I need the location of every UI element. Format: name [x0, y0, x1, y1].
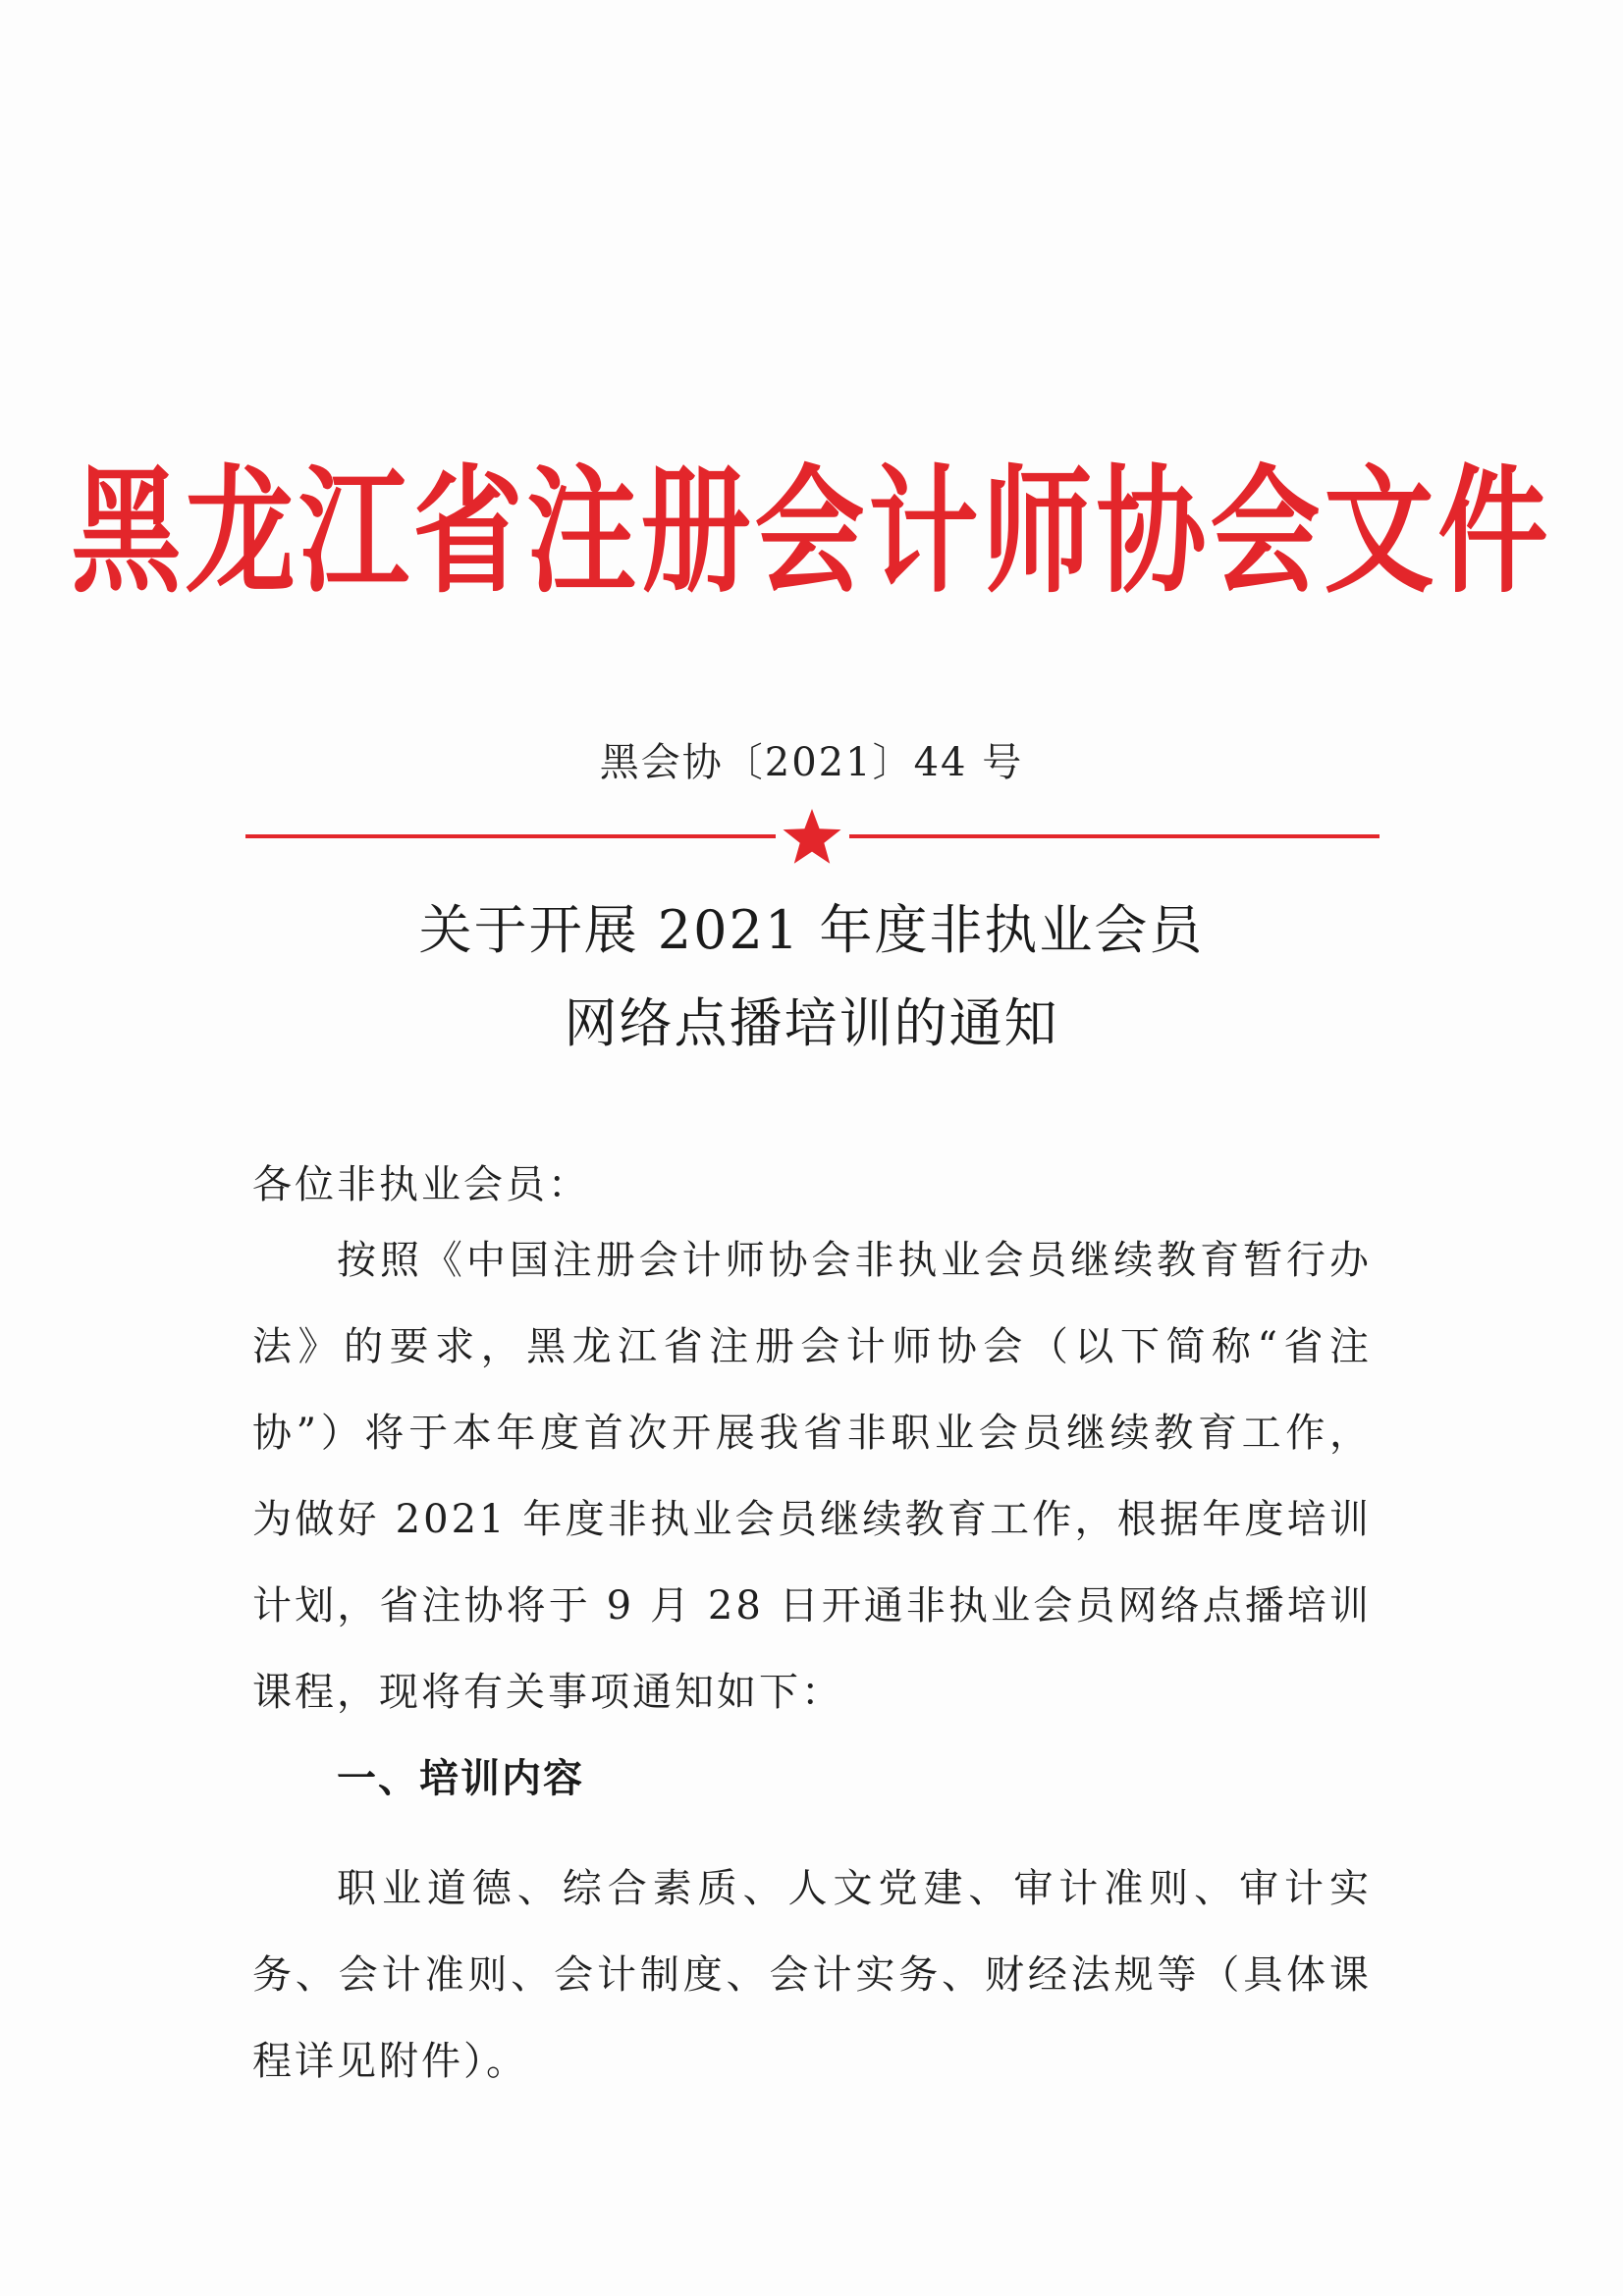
salutation: 各位非执业会员：: [252, 1162, 590, 1207]
section-heading-training-content: 一、培训内容: [337, 1756, 584, 1801]
divider-rule-left: [245, 834, 776, 838]
notice-title-line-2: 网络点播培训的通知: [564, 992, 1059, 1054]
red-masthead-title: 黑龙江省注册会计师协会文件: [71, 453, 1552, 613]
red-divider: [245, 807, 1380, 866]
notice-title-line-1: 关于开展 2021 年度非执业会员: [418, 899, 1205, 961]
training-content-paragraph: 职业道德、综合素质、人文党建、审计准则、审计实务、会计准则、会计制度、会计实务、财经法规等（具体课程详见附件）。: [252, 1866, 1372, 2084]
intro-paragraph: 按照《中国注册会计师协会非执业会员继续教育暂行办法》的要求，黑龙江省注册会计师协会（以下简称“省注协”）将于本年度首次开展我省非职业会员继续教育工作，为做好 2021 年度非执业会员继续教育工作，根据年度培训计划，省注协将于 9 月 28 日开通非执业会员网络点播培训课程，现将有关事项通知如下：: [252, 1238, 1372, 1715]
document-number: 黑会协〔2021〕44 号: [599, 740, 1024, 785]
red-star-icon: [781, 807, 843, 866]
divider-rule-right: [849, 834, 1380, 838]
